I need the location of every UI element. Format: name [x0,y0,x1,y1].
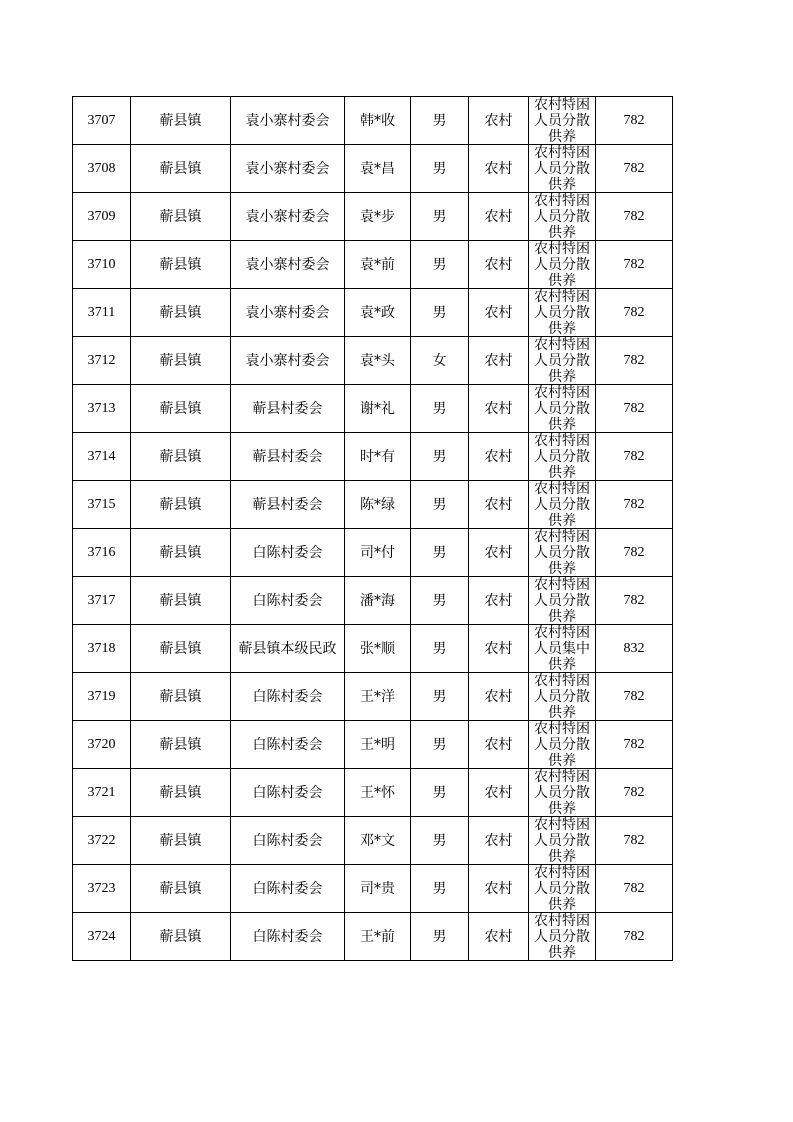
gender-cell: 男 [411,769,469,817]
village-cell: 蕲县村委会 [231,385,345,433]
amount-cell: 782 [596,769,673,817]
support-type-cell [529,433,596,481]
area-cell: 农村 [469,97,529,145]
village-cell: 白陈村委会 [231,769,345,817]
support-type-cell [529,529,596,577]
town-cell: 蕲县镇 [131,193,231,241]
table-row [73,817,673,865]
table-body [73,97,673,961]
amount-cell: 782 [596,193,673,241]
person-name-cell: 邓*文 [345,817,411,865]
row-id-cell: 3713 [73,385,131,433]
town-cell: 蕲县镇 [131,913,231,961]
table-row [73,673,673,721]
row-id-cell: 3721 [73,769,131,817]
support-type-text: 农村特困人员分散供养 [534,913,590,960]
support-type-cell [529,673,596,721]
row-id-cell: 3719 [73,673,131,721]
amount-cell: 782 [596,241,673,289]
support-type-cell [529,193,596,241]
town-cell: 蕲县镇 [131,385,231,433]
person-name-cell: 王*洋 [345,673,411,721]
person-name-cell: 司*贵 [345,865,411,913]
gender-cell: 男 [411,625,469,673]
row-id-cell: 3718 [73,625,131,673]
row-id-cell: 3711 [73,289,131,337]
village-cell: 蕲县村委会 [231,433,345,481]
amount-cell: 832 [596,625,673,673]
support-type-text: 农村特困人员分散供养 [534,97,590,144]
table-row [73,865,673,913]
gender-cell: 男 [411,145,469,193]
amount-cell: 782 [596,865,673,913]
table-row [73,97,673,145]
row-id-cell: 3723 [73,865,131,913]
village-cell: 袁小寨村委会 [231,193,345,241]
person-name-cell: 司*付 [345,529,411,577]
support-type-text: 农村特困人员分散供养 [534,529,590,576]
village-cell: 白陈村委会 [231,673,345,721]
support-type-text: 农村特困人员分散供养 [534,337,590,384]
person-name-cell: 袁*昌 [345,145,411,193]
support-type-text: 农村特困人员分散供养 [534,289,590,336]
table-row [73,529,673,577]
area-cell: 农村 [469,625,529,673]
gender-cell: 男 [411,289,469,337]
amount-cell: 782 [596,433,673,481]
area-cell: 农村 [469,481,529,529]
support-type-cell [529,769,596,817]
village-cell: 袁小寨村委会 [231,145,345,193]
area-cell: 农村 [469,241,529,289]
row-id-cell: 3714 [73,433,131,481]
town-cell: 蕲县镇 [131,625,231,673]
person-name-cell: 韩*收 [345,97,411,145]
amount-cell: 782 [596,97,673,145]
gender-cell: 男 [411,193,469,241]
amount-cell: 782 [596,145,673,193]
gender-cell: 男 [411,913,469,961]
village-cell: 白陈村委会 [231,817,345,865]
support-type-cell [529,385,596,433]
gender-cell: 男 [411,721,469,769]
village-cell: 蕲县镇本级民政 [231,625,345,673]
support-type-text: 农村特困人员分散供养 [534,577,590,624]
person-name-cell: 王*怀 [345,769,411,817]
village-cell: 袁小寨村委会 [231,337,345,385]
person-name-cell: 潘*海 [345,577,411,625]
gender-cell: 男 [411,385,469,433]
amount-cell: 782 [596,721,673,769]
gender-cell: 男 [411,433,469,481]
support-type-text: 农村特困人员分散供养 [534,241,590,288]
support-type-text: 农村特困人员分散供养 [534,433,590,480]
support-type-text: 农村特困人员分散供养 [534,193,590,240]
table-row [73,577,673,625]
gender-cell: 女 [411,337,469,385]
table-row [73,433,673,481]
row-id-cell: 3722 [73,817,131,865]
amount-cell: 782 [596,337,673,385]
support-type-text: 农村特困人员分散供养 [534,385,590,432]
village-cell: 袁小寨村委会 [231,97,345,145]
town-cell: 蕲县镇 [131,481,231,529]
table-row [73,289,673,337]
town-cell: 蕲县镇 [131,145,231,193]
support-type-cell [529,721,596,769]
area-cell: 农村 [469,289,529,337]
support-type-text: 农村特困人员分散供养 [534,817,590,864]
support-type-text: 农村特困人员分散供养 [534,145,590,192]
person-name-cell: 时*有 [345,433,411,481]
area-cell: 农村 [469,673,529,721]
amount-cell: 782 [596,529,673,577]
row-id-cell: 3708 [73,145,131,193]
support-type-cell [529,241,596,289]
area-cell: 农村 [469,529,529,577]
village-cell: 白陈村委会 [231,529,345,577]
person-name-cell: 王*明 [345,721,411,769]
town-cell: 蕲县镇 [131,289,231,337]
support-type-cell [529,625,596,673]
gender-cell: 男 [411,97,469,145]
person-name-cell: 张*顺 [345,625,411,673]
person-name-cell: 袁*步 [345,193,411,241]
support-type-cell [529,481,596,529]
row-id-cell: 3720 [73,721,131,769]
town-cell: 蕲县镇 [131,241,231,289]
village-cell: 白陈村委会 [231,577,345,625]
town-cell: 蕲县镇 [131,769,231,817]
amount-cell: 782 [596,577,673,625]
table-row [73,193,673,241]
beneficiary-table [72,96,673,961]
support-type-text: 农村特困人员分散供养 [534,481,590,528]
town-cell: 蕲县镇 [131,577,231,625]
town-cell: 蕲县镇 [131,433,231,481]
person-name-cell: 谢*礼 [345,385,411,433]
town-cell: 蕲县镇 [131,337,231,385]
village-cell: 白陈村委会 [231,865,345,913]
gender-cell: 男 [411,241,469,289]
amount-cell: 782 [596,481,673,529]
table-row [73,145,673,193]
support-type-cell [529,817,596,865]
person-name-cell: 袁*头 [345,337,411,385]
area-cell: 农村 [469,865,529,913]
table-row [73,769,673,817]
village-cell: 白陈村委会 [231,721,345,769]
village-cell: 袁小寨村委会 [231,241,345,289]
table-row [73,913,673,961]
support-type-text: 农村特困人员分散供养 [534,673,590,720]
area-cell: 农村 [469,817,529,865]
row-id-cell: 3709 [73,193,131,241]
support-type-cell [529,337,596,385]
support-type-text: 农村特困人员集中供养 [534,625,590,672]
town-cell: 蕲县镇 [131,673,231,721]
support-type-text: 农村特困人员分散供养 [534,865,590,912]
table-row [73,241,673,289]
row-id-cell: 3707 [73,97,131,145]
row-id-cell: 3716 [73,529,131,577]
village-cell: 白陈村委会 [231,913,345,961]
town-cell: 蕲县镇 [131,529,231,577]
gender-cell: 男 [411,529,469,577]
area-cell: 农村 [469,433,529,481]
support-type-text: 农村特困人员分散供养 [534,721,590,768]
village-cell: 蕲县村委会 [231,481,345,529]
town-cell: 蕲县镇 [131,97,231,145]
gender-cell: 男 [411,577,469,625]
support-type-cell [529,289,596,337]
village-cell: 袁小寨村委会 [231,289,345,337]
area-cell: 农村 [469,769,529,817]
area-cell: 农村 [469,577,529,625]
area-cell: 农村 [469,385,529,433]
row-id-cell: 3710 [73,241,131,289]
gender-cell: 男 [411,817,469,865]
area-cell: 农村 [469,913,529,961]
amount-cell: 782 [596,817,673,865]
person-name-cell: 袁*政 [345,289,411,337]
area-cell: 农村 [469,145,529,193]
row-id-cell: 3715 [73,481,131,529]
support-type-cell [529,97,596,145]
area-cell: 农村 [469,337,529,385]
support-type-cell [529,865,596,913]
amount-cell: 782 [596,289,673,337]
amount-cell: 782 [596,385,673,433]
table-row [73,625,673,673]
table-row [73,337,673,385]
row-id-cell: 3724 [73,913,131,961]
town-cell: 蕲县镇 [131,865,231,913]
person-name-cell: 陈*绿 [345,481,411,529]
table-row [73,481,673,529]
person-name-cell: 王*前 [345,913,411,961]
table-row [73,721,673,769]
gender-cell: 男 [411,673,469,721]
gender-cell: 男 [411,865,469,913]
area-cell: 农村 [469,721,529,769]
person-name-cell: 袁*前 [345,241,411,289]
support-type-cell [529,913,596,961]
row-id-cell: 3717 [73,577,131,625]
town-cell: 蕲县镇 [131,817,231,865]
area-cell: 农村 [469,193,529,241]
table-row [73,385,673,433]
amount-cell: 782 [596,913,673,961]
gender-cell: 男 [411,481,469,529]
support-type-cell [529,145,596,193]
support-type-text: 农村特困人员分散供养 [534,769,590,816]
amount-cell: 782 [596,673,673,721]
row-id-cell: 3712 [73,337,131,385]
town-cell: 蕲县镇 [131,721,231,769]
support-type-cell [529,577,596,625]
